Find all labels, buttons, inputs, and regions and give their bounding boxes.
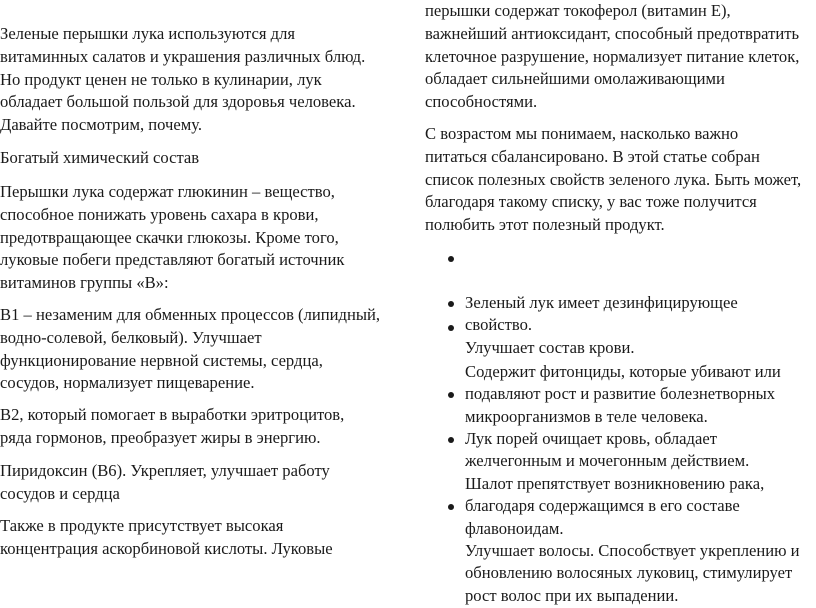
bullet-icon [448, 504, 454, 510]
bullet-icon [448, 325, 454, 331]
list-item-text: Зеленый лук имеет дезинфицирующее свойство. [465, 292, 738, 335]
ascorbic-acid-paragraph: Также в продукте присутствует высокая концентрация аскорбиновой кислоты. Луковые [0, 516, 333, 558]
tocopherol-paragraph: перышки содержат токоферол (витамин Е), важнейший антиоксидант, способный предотвратить клеточное разрушение, нормализует питание клеток, обладает сильнейшими омолаживающими способностями. [425, 1, 800, 112]
vitamin-b6-paragraph: Пиридоксин (В6). Укрепляет, улучшает работу сосудов и сердца [0, 461, 330, 503]
list-item-text: Лук порей очищает кровь, обладает желчегонным и мочегонным действием. [465, 428, 750, 471]
vitamin-b2-paragraph: В2, который помогает в выработки эритроцитов, ряда гормонов, преобразует жиры в энергию. [0, 405, 345, 447]
list-item-text: Улучшает волосы. Способствует укреплению и обновлению волосяных луковиц, стимулирует рост волос при их выпадении. [465, 540, 800, 606]
bullet-icon [448, 256, 454, 262]
summary-paragraph: С возрастом мы понимаем, насколько важно питаться сбалансировано. В этой статье собран список полезных свойств зеленого лука. Быть может, благодаря такому списку, у вас тоже получится полюбить этот полезный продукт. [425, 124, 802, 235]
glucokinin-paragraph: Перышки лука содержат глюкинин – вещество, способное понижать уровень сахара в крови, предотвращающее скачки глюкозы. Кроме того, луковые побеги представляют богатый источник витаминов группы «В»: [0, 182, 345, 293]
list-item-text: Улучшает состав крови. [465, 337, 635, 357]
list-item [425, 494, 800, 608]
bullet-icon [448, 392, 454, 398]
intro-paragraph: Зеленые перышки лука используются для витаминных салатов и украшения различных блюд. Но продукт ценен не только в кулинарии, лук обладает большой пользой для здоровья человека. Давайте посмотрим, почему. [0, 24, 366, 135]
list-item-text: Шалот препятствует возникновению рака, благодаря содержащимся в его составе флавоноидам. [465, 473, 765, 539]
vitamin-b1-paragraph: В1 – незаменим для обменных процессов (липидный, водно-солевой, белковый). Улучшает функционирование нервной системы, сердца, сосудов, нормализует пищеварение. [0, 305, 380, 393]
section-heading: Богатый химический состав [0, 148, 200, 167]
bullet-icon [448, 437, 454, 443]
list-item-text: Содержит фитонциды, которые убивают или подавляют рост и развитие болезнетворных микроорганизмов в теле человека. [465, 361, 781, 427]
bullet-icon [448, 301, 454, 307]
